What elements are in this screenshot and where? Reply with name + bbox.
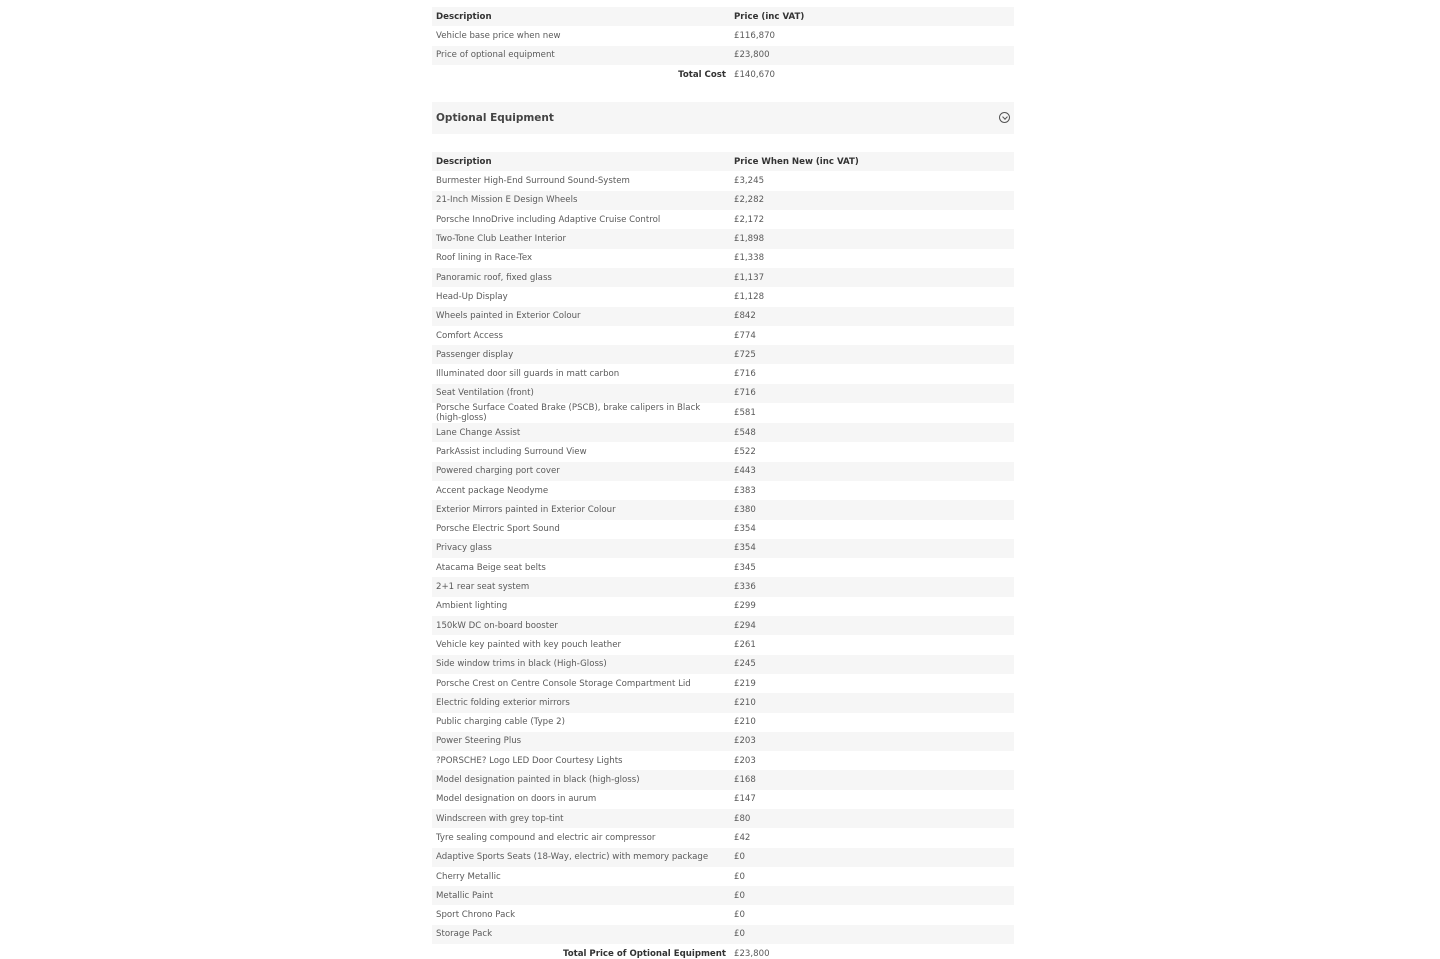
option-price: £581 [734, 408, 756, 419]
option-price: £3,245 [734, 176, 765, 187]
table-row [432, 520, 1014, 539]
option-price: £210 [734, 717, 756, 728]
table-row [432, 26, 1014, 45]
option-description: Storage Pack [436, 929, 493, 940]
option-price: £0 [734, 890, 745, 901]
summary-header-price: Price (inc VAT) [734, 11, 805, 22]
table-row [432, 307, 1014, 326]
option-description: Head-Up Display [436, 291, 508, 302]
table-row [432, 500, 1014, 519]
table-row [432, 558, 1014, 577]
summary-header-row [432, 7, 1014, 26]
option-description: Lane Change Assist [436, 427, 521, 438]
option-price: £774 [734, 330, 756, 341]
option-price: £0 [734, 852, 745, 863]
option-description: Seat Ventilation (front) [436, 388, 534, 399]
table-row [432, 732, 1014, 751]
option-description: Two-Tone Club Leather Interior [436, 234, 567, 245]
table-row [432, 249, 1014, 268]
option-description: Model designation on doors in aurum [436, 794, 597, 805]
option-price: £210 [734, 697, 756, 708]
option-description: Porsche Surface Coated Brake (PSCB), brake calipers in Black (high-gloss) [436, 403, 701, 424]
option-price: £336 [734, 582, 756, 593]
option-description: 21-Inch Mission E Design Wheels [436, 195, 578, 206]
option-description: Porsche Electric Sport Sound [436, 524, 560, 535]
table-row [432, 886, 1014, 905]
option-price: £147 [734, 794, 756, 805]
chevron-down-icon[interactable] [999, 112, 1010, 123]
table-row [432, 674, 1014, 693]
table-row [432, 751, 1014, 770]
summary-row-price: £116,870 [734, 30, 776, 41]
options-header-price: Price When New (inc VAT) [734, 156, 859, 167]
option-description: Exterior Mirrors painted in Exterior Colour [436, 504, 616, 515]
option-price: £1,137 [734, 272, 765, 283]
option-price: £842 [734, 311, 756, 322]
option-description: Porsche Crest on Centre Console Storage Compartment Lid [436, 678, 691, 689]
option-price: £80 [734, 813, 751, 824]
option-price: £725 [734, 349, 756, 360]
table-row [432, 616, 1014, 635]
option-description: Panoramic roof, fixed glass [436, 272, 552, 283]
table-row [432, 210, 1014, 229]
summary-total-row [432, 65, 1014, 84]
table-row [432, 481, 1014, 500]
option-price: £0 [734, 929, 745, 940]
option-price: £2,172 [734, 214, 765, 225]
table-row [432, 635, 1014, 654]
option-description: 2+1 rear seat system [436, 582, 530, 593]
content-column [432, 7, 1014, 959]
option-description: Tyre sealing compound and electric air compressor [436, 832, 656, 843]
table-row [432, 462, 1014, 481]
summary-row-price: £23,800 [734, 50, 770, 61]
table-row [432, 828, 1014, 847]
option-price: £380 [734, 504, 756, 515]
option-description: Atacama Beige seat belts [436, 562, 546, 573]
total-cost-label: Total Cost [678, 69, 726, 80]
table-row [432, 770, 1014, 789]
option-description: Illuminated door sill guards in matt carbon [436, 369, 620, 380]
option-price: £0 [734, 871, 745, 882]
option-description: Public charging cable (Type 2) [436, 717, 565, 728]
table-row [432, 905, 1014, 924]
option-price: £716 [734, 388, 756, 399]
option-price: £42 [734, 832, 751, 843]
option-description: Comfort Access [436, 330, 503, 341]
table-row [432, 229, 1014, 248]
option-description: Windscreen with grey top-tint [436, 813, 564, 824]
option-description: Burmester High-End Surround Sound-System [436, 176, 630, 187]
option-price: £716 [734, 369, 756, 380]
table-row [432, 384, 1014, 403]
table-row [432, 46, 1014, 65]
option-description: Powered charging port cover [436, 466, 560, 477]
table-row [432, 287, 1014, 306]
table-row [432, 809, 1014, 828]
table-row [432, 539, 1014, 558]
summary-row-label: Price of optional equipment [436, 50, 555, 61]
option-description: Ambient lighting [436, 601, 508, 612]
options-header-row [432, 152, 1014, 171]
table-row [432, 713, 1014, 732]
table-row [432, 191, 1014, 210]
total-cost-value: £140,670 [734, 69, 776, 80]
table-row [432, 326, 1014, 345]
summary-row-label: Vehicle base price when new [436, 30, 561, 41]
option-description: 150kW DC on-board booster [436, 620, 558, 631]
table-row [432, 577, 1014, 596]
option-price: £245 [734, 659, 756, 670]
options-total-label: Total Price of Optional Equipment [562, 948, 726, 959]
option-price: £354 [734, 524, 756, 535]
option-description: Metallic Paint [436, 890, 494, 901]
option-price: £1,898 [734, 234, 765, 245]
table-row [432, 364, 1014, 383]
options-total-value: £23,800 [734, 948, 770, 959]
optional-equipment-accordion[interactable] [432, 102, 1014, 134]
option-price: £383 [734, 485, 756, 496]
table-row [432, 867, 1014, 886]
table-row [432, 848, 1014, 867]
option-description: Privacy glass [436, 543, 492, 554]
option-price: £219 [734, 678, 756, 689]
price-summary-table [432, 7, 1014, 84]
option-price: £345 [734, 562, 756, 573]
option-price: £294 [734, 620, 756, 631]
table-row [432, 790, 1014, 809]
option-price: £1,128 [734, 291, 765, 302]
option-price: £2,282 [734, 195, 765, 206]
option-price: £261 [734, 639, 756, 650]
table-row [432, 442, 1014, 461]
table-row [432, 597, 1014, 616]
summary-header-description: Description [436, 11, 492, 22]
table-row [432, 693, 1014, 712]
table-row [432, 403, 1014, 423]
accordion-title: Optional Equipment [436, 112, 554, 125]
option-price: £0 [734, 910, 745, 921]
option-description: Adaptive Sports Seats (18-Way, electric) with memory package [436, 852, 709, 863]
table-row [432, 655, 1014, 674]
option-description: Wheels painted in Exterior Colour [436, 311, 581, 322]
option-price: £354 [734, 543, 756, 554]
option-description: ParkAssist including Surround View [436, 446, 587, 457]
option-description: Roof lining in Race-Tex [436, 253, 533, 264]
option-price: £1,338 [734, 253, 765, 264]
option-price: £299 [734, 601, 756, 612]
option-price: £443 [734, 466, 756, 477]
option-price: £548 [734, 427, 756, 438]
option-description: Model designation painted in black (high-gloss) [436, 775, 640, 786]
option-description: Accent package Neodyme [436, 485, 549, 496]
option-description: Power Steering Plus [436, 736, 522, 747]
option-description: Sport Chrono Pack [436, 910, 516, 921]
table-row [432, 925, 1014, 944]
option-description: Porsche InnoDrive including Adaptive Cruise Control [436, 214, 661, 225]
option-price: £168 [734, 775, 756, 786]
table-row [432, 268, 1014, 287]
option-description: ?PORSCHE? Logo LED Door Courtesy Lights [436, 755, 623, 766]
options-header-description: Description [436, 156, 492, 167]
options-total-row [432, 944, 1014, 959]
option-description: Passenger display [436, 349, 514, 360]
table-row [432, 345, 1014, 364]
option-price: £522 [734, 446, 756, 457]
option-price: £203 [734, 736, 756, 747]
option-description: Vehicle key painted with key pouch leather [436, 639, 622, 650]
option-description: Electric folding exterior mirrors [436, 697, 570, 708]
option-description: Side window trims in black (High-Gloss) [436, 659, 607, 670]
optional-equipment-table [432, 152, 1014, 959]
option-price: £203 [734, 755, 756, 766]
table-row [432, 423, 1014, 442]
option-description: Cherry Metallic [436, 871, 501, 882]
table-row [432, 171, 1014, 190]
